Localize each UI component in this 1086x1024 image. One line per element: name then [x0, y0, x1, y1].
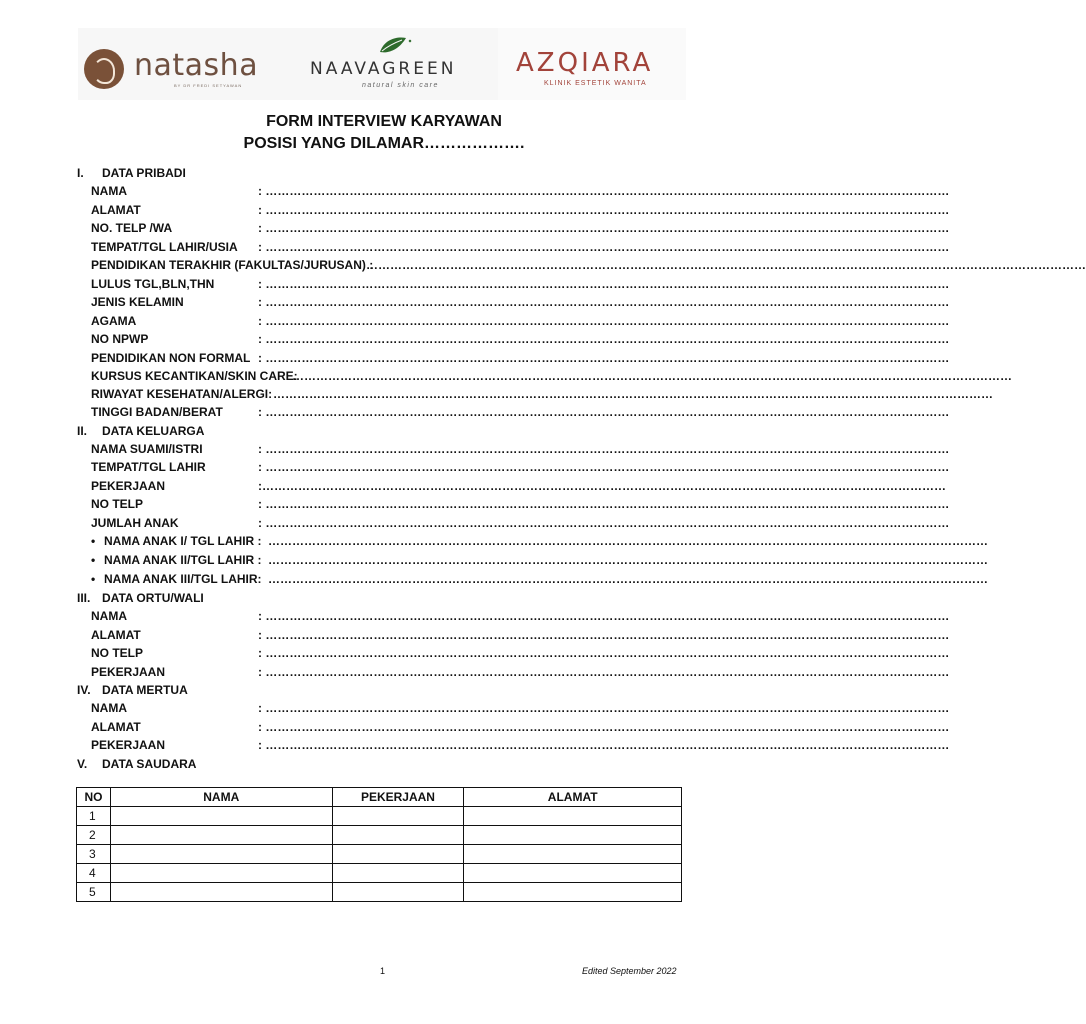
field-fill-line[interactable]: ……………………………………………………………………………………………………………………………………………………………… — [366, 258, 1086, 272]
section-number: III. — [77, 591, 91, 605]
field-fill-line[interactable]: ……………………………………………………………………………………………………………………………………………………………… — [273, 387, 993, 401]
table-row — [77, 845, 682, 864]
field-label: NO TELP — [91, 497, 144, 511]
field-fill-line[interactable]: : ……………………………………………………………………………………………………………………………………………………… — [258, 460, 950, 474]
section-number: V. — [77, 757, 88, 771]
alamat-cell[interactable] — [464, 883, 682, 902]
field-label: NAMA — [91, 184, 127, 198]
field-label: NAMA SUAMI/ISTRI — [91, 442, 203, 456]
pekerjaan-cell[interactable] — [332, 807, 464, 826]
field-fill-line[interactable]: : ……………………………………………………………………………………………………………………………………………………… — [258, 646, 950, 660]
row-number: 3 — [77, 845, 111, 864]
logo-bar — [78, 28, 686, 100]
field-fill-line[interactable]: : ……………………………………………………………………………………………………………………………………………………… — [258, 720, 950, 734]
field-fill-line[interactable]: : ……………………………………………………………………………………………………………………………………………………… — [258, 277, 950, 291]
field-fill-line[interactable]: ……………………………………………………………………………………………………………………………………………………………… — [292, 369, 1012, 383]
field-label: NAMA ANAK II/TGL LAHIR : — [104, 553, 262, 567]
field-label: TEMPAT/TGL LAHIR/USIA — [91, 240, 238, 254]
nama-cell[interactable] — [110, 864, 332, 883]
naavagreen-logo — [300, 28, 490, 100]
table-row — [77, 864, 682, 883]
field-label: NAMA ANAK III/TGL LAHIR: — [104, 572, 262, 586]
field-label: PEKERJAAN — [91, 738, 166, 752]
field-label: ALAMAT — [91, 628, 141, 642]
nama-cell[interactable] — [110, 807, 332, 826]
field-fill-line[interactable]: ……………………………………………………………………………………………………………………………………………………………… — [268, 553, 988, 567]
field-label: JENIS KELAMIN — [91, 295, 184, 309]
section-title: DATA KELUARGA — [102, 424, 205, 438]
naavagreen-tagline: natural skin care — [362, 82, 439, 89]
section-number: I. — [77, 166, 84, 180]
natasha-face-icon — [93, 58, 115, 84]
field-fill-line[interactable]: : ……………………………………………………………………………………………………………………………………………………… — [258, 738, 950, 752]
section-number: IV. — [77, 683, 91, 697]
field-label: NO. TELP /WA — [91, 221, 173, 235]
bullet-icon: • — [91, 572, 96, 586]
field-label: NAMA — [91, 701, 127, 715]
row-number: 1 — [77, 807, 111, 826]
pekerjaan-cell[interactable] — [332, 864, 464, 883]
nama-cell[interactable] — [110, 845, 332, 864]
edited-date: Edited September 2022 — [582, 966, 677, 976]
field-fill-line[interactable]: ……………………………………………………………………………………………………………………………………………………………… — [268, 534, 988, 548]
field-label: PENDIDIKAN TERAKHIR (FAKULTAS/JURUSAN) : — [91, 258, 374, 272]
alamat-cell[interactable] — [464, 826, 682, 845]
natasha-logo — [78, 28, 288, 100]
field-fill-line[interactable]: :……………………………………………………………………………………………………………………………………………………… — [258, 479, 946, 493]
field-label: KURSUS KECANTIKAN/SKIN CARE: — [91, 369, 298, 383]
bullet-icon: • — [91, 553, 96, 567]
position-applied-line[interactable]: POSISI YANG DILAMAR………………. — [243, 135, 525, 152]
field-fill-line[interactable]: : ……………………………………………………………………………………………………………………………………………………… — [258, 314, 950, 328]
leaf-icon — [378, 34, 414, 56]
section-title: DATA SAUDARA — [102, 757, 197, 771]
field-fill-line[interactable]: : ……………………………………………………………………………………………………………………………………………………… — [258, 240, 950, 254]
field-fill-line[interactable]: ……………………………………………………………………………………………………………………………………………………………… — [268, 572, 988, 586]
row-number: 5 — [77, 883, 111, 902]
field-fill-line[interactable]: : ……………………………………………………………………………………………………………………………………………………… — [258, 442, 950, 456]
column-header-pekerjaan: PEKERJAAN — [332, 788, 464, 807]
section-title: DATA PRIBADI — [102, 166, 186, 180]
field-label: JUMLAH ANAK — [91, 516, 179, 530]
field-label: TINGGI BADAN/BERAT — [91, 405, 223, 419]
field-fill-line[interactable]: : ……………………………………………………………………………………………………………………………………………………… — [258, 295, 950, 309]
field-fill-line[interactable]: : ……………………………………………………………………………………………………………………………………………………… — [258, 184, 950, 198]
field-label: NO TELP — [91, 646, 144, 660]
field-label: NAMA — [91, 609, 127, 623]
field-fill-line[interactable]: : ……………………………………………………………………………………………………………………………………………………… — [258, 203, 950, 217]
column-header-alamat: ALAMAT — [464, 788, 682, 807]
field-label: RIWAYAT KESEHATAN/ALERGI: — [91, 387, 273, 401]
field-label: LULUS TGL,BLN,THN — [91, 277, 215, 291]
field-label: ALAMAT — [91, 203, 141, 217]
page-number: 1 — [380, 966, 386, 976]
field-fill-line[interactable]: : ……………………………………………………………………………………………………………………………………………………… — [258, 609, 950, 623]
table-row — [77, 826, 682, 845]
form-title: FORM INTERVIEW KARYAWAN — [266, 113, 502, 130]
section-title: DATA MERTUA — [102, 683, 188, 697]
column-header-nama: NAMA — [110, 788, 332, 807]
field-fill-line[interactable]: : ……………………………………………………………………………………………………………………………………………………… — [258, 516, 950, 530]
field-label: PENDIDIKAN NON FORMAL — [91, 351, 251, 365]
naavagreen-wordmark: NAAVAGREEN — [310, 59, 457, 79]
pekerjaan-cell[interactable] — [332, 826, 464, 845]
field-fill-line[interactable]: : ……………………………………………………………………………………………………………………………………………………… — [258, 221, 950, 235]
natasha-wordmark: natasha — [134, 48, 259, 83]
table-header-row — [77, 788, 682, 807]
row-number: 2 — [77, 826, 111, 845]
siblings-table — [76, 787, 682, 902]
row-number: 4 — [77, 864, 111, 883]
pekerjaan-cell[interactable] — [332, 883, 464, 902]
nama-cell[interactable] — [110, 883, 332, 902]
field-label: AGAMA — [91, 314, 137, 328]
field-fill-line[interactable]: : ……………………………………………………………………………………………………………………………………………………… — [258, 351, 950, 365]
table-row — [77, 807, 682, 826]
column-header-no: NO — [77, 788, 111, 807]
field-label: TEMPAT/TGL LAHIR — [91, 460, 206, 474]
alamat-cell[interactable] — [464, 864, 682, 883]
field-label: NO NPWP — [91, 332, 149, 346]
field-fill-line[interactable]: : ……………………………………………………………………………………………………………………………………………………… — [258, 497, 950, 511]
field-fill-line[interactable]: : ……………………………………………………………………………………………………………………………………………………… — [258, 628, 950, 642]
azqiara-tagline: KLINIK ESTETIK WANITA — [544, 80, 647, 87]
field-label: NAMA ANAK I/ TGL LAHIR : — [104, 534, 262, 548]
field-fill-line[interactable]: : ……………………………………………………………………………………………………………………………………………………… — [258, 405, 950, 419]
field-fill-line[interactable]: : ……………………………………………………………………………………………………………………………………………………… — [258, 665, 950, 679]
section-title: DATA ORTU/WALI — [102, 591, 204, 605]
nama-cell[interactable] — [110, 826, 332, 845]
field-fill-line[interactable]: : ……………………………………………………………………………………………………………………………………………………… — [258, 332, 950, 346]
azqiara-logo — [498, 28, 686, 100]
bullet-icon: • — [91, 534, 96, 548]
table-row — [77, 883, 682, 902]
natasha-tagline: BY DR FREDI SETYAWAN — [174, 83, 243, 88]
section-number: II. — [77, 424, 88, 438]
alamat-cell[interactable] — [464, 845, 682, 864]
alamat-cell[interactable] — [464, 807, 682, 826]
pekerjaan-cell[interactable] — [332, 845, 464, 864]
field-label: PEKERJAAN — [91, 665, 166, 679]
field-fill-line[interactable]: : ……………………………………………………………………………………………………………………………………………………… — [258, 701, 950, 715]
field-label: PEKERJAAN — [91, 479, 166, 493]
azqiara-wordmark: AZQIARA — [516, 48, 654, 78]
field-label: ALAMAT — [91, 720, 141, 734]
